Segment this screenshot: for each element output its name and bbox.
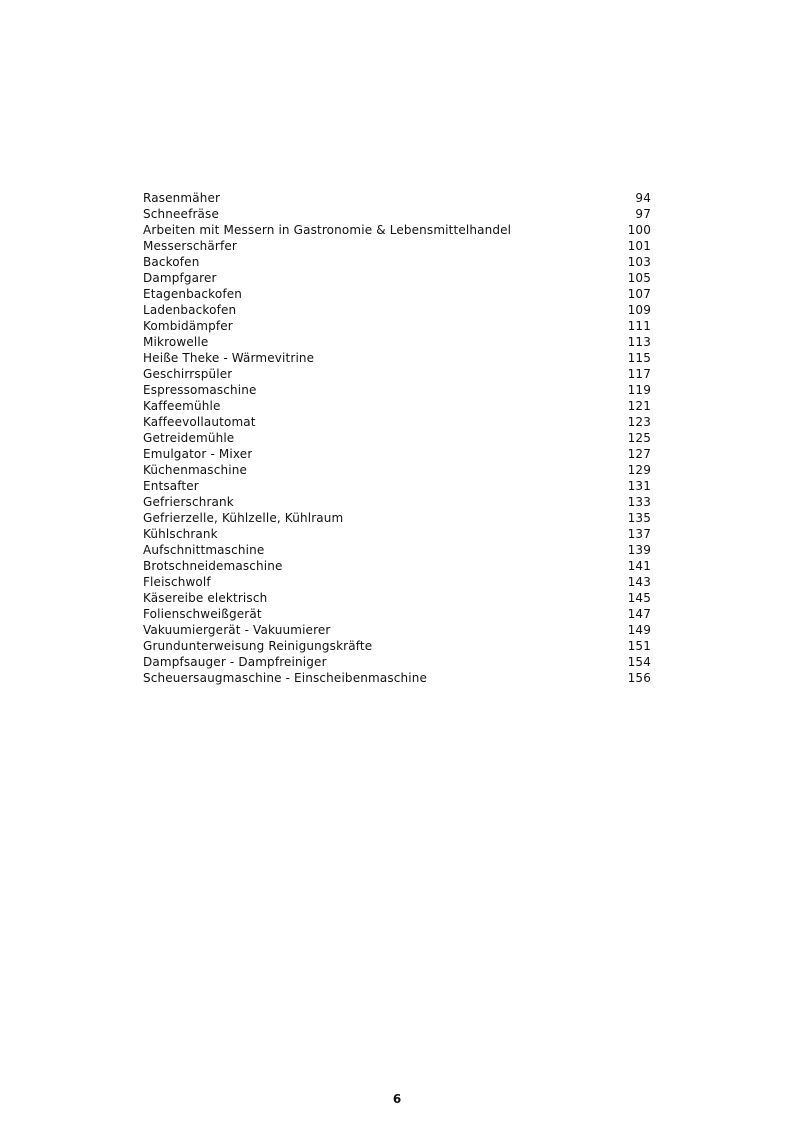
toc-entry xyxy=(143,254,651,270)
toc-entry-title: Käsereibe elektrisch xyxy=(143,591,268,605)
toc-entry xyxy=(143,622,651,638)
toc-entry-page: 94 xyxy=(635,191,651,205)
toc-entry xyxy=(143,302,651,318)
toc-entry-page: 135 xyxy=(627,511,651,525)
toc-entry-page: 123 xyxy=(627,415,651,429)
toc-entry-page: 103 xyxy=(627,255,651,269)
table-of-contents xyxy=(143,190,651,686)
toc-entry-title: Küchenmaschine xyxy=(143,463,247,477)
page-number: 6 xyxy=(392,1092,402,1106)
toc-entry xyxy=(143,222,651,238)
toc-entry-page: 117 xyxy=(627,367,651,381)
toc-entry xyxy=(143,542,651,558)
toc-entry xyxy=(143,414,651,430)
toc-entry-title: Ladenbackofen xyxy=(143,303,237,317)
toc-entry xyxy=(143,590,651,606)
toc-entry-title: Getreidemühle xyxy=(143,431,235,445)
toc-entry-page: 97 xyxy=(635,207,651,221)
toc-entry xyxy=(143,206,651,222)
toc-entry xyxy=(143,574,651,590)
toc-entry xyxy=(143,238,651,254)
toc-entry xyxy=(143,190,651,206)
toc-entry-title: Espressomaschine xyxy=(143,383,257,397)
toc-entry-page: 107 xyxy=(627,287,651,301)
toc-entry-page: 131 xyxy=(627,479,651,493)
toc-entry-page: 151 xyxy=(627,639,651,653)
toc-entry xyxy=(143,430,651,446)
toc-entry xyxy=(143,494,651,510)
toc-entry xyxy=(143,558,651,574)
toc-entry-title: Entsafter xyxy=(143,479,199,493)
toc-entry-page: 111 xyxy=(627,319,651,333)
toc-entry xyxy=(143,382,651,398)
toc-entry-page: 119 xyxy=(627,383,651,397)
toc-entry-page: 133 xyxy=(627,495,651,509)
toc-entry-page: 129 xyxy=(627,463,651,477)
toc-entry xyxy=(143,350,651,366)
toc-entry xyxy=(143,670,651,686)
toc-entry-page: 154 xyxy=(627,655,651,669)
toc-entry-title: Geschirrspüler xyxy=(143,367,233,381)
toc-entry-page: 115 xyxy=(627,351,651,365)
toc-entry-page: 121 xyxy=(627,399,651,413)
toc-entry-title: Backofen xyxy=(143,255,200,269)
toc-entry xyxy=(143,638,651,654)
toc-entry-title: Kombidämpfer xyxy=(143,319,233,333)
toc-entry xyxy=(143,462,651,478)
toc-entry-title: Scheuersaugmaschine - Einscheibenmaschine xyxy=(143,671,428,685)
toc-entry-page: 137 xyxy=(627,527,651,541)
toc-entry xyxy=(143,270,651,286)
toc-entry-title: Arbeiten mit Messern in Gastronomie & Lebensmittelhandel xyxy=(143,223,512,237)
toc-entry xyxy=(143,446,651,462)
toc-entry-title: Gefrierschrank xyxy=(143,495,234,509)
toc-entry-title: Schneefräse xyxy=(143,207,219,221)
toc-entry-page: 156 xyxy=(627,671,651,685)
toc-entry-page: 101 xyxy=(627,239,651,253)
toc-entry xyxy=(143,318,651,334)
toc-entry xyxy=(143,398,651,414)
toc-entry-page: 127 xyxy=(627,447,651,461)
toc-entry-title: Dampfsauger - Dampfreiniger xyxy=(143,655,327,669)
toc-entry-title: Rasenmäher xyxy=(143,191,221,205)
toc-entry-page: 149 xyxy=(627,623,651,637)
toc-entry-title: Vakuumiergerät - Vakuumierer xyxy=(143,623,331,637)
toc-entry-page: 113 xyxy=(627,335,651,349)
toc-entry-title: Heiße Theke - Wärmevitrine xyxy=(143,351,315,365)
toc-entry-page: 125 xyxy=(627,431,651,445)
toc-entry xyxy=(143,606,651,622)
toc-entry-page: 109 xyxy=(627,303,651,317)
toc-entry-page: 147 xyxy=(627,607,651,621)
toc-entry xyxy=(143,510,651,526)
toc-entry-page: 100 xyxy=(627,223,651,237)
toc-entry-title: Dampfgarer xyxy=(143,271,217,285)
toc-entry xyxy=(143,478,651,494)
toc-entry-title: Etagenbackofen xyxy=(143,287,242,301)
toc-entry-title: Folienschweißgerät xyxy=(143,607,262,621)
toc-entry-title: Gefrierzelle, Kühlzelle, Kühlraum xyxy=(143,511,344,525)
toc-entry-page: 141 xyxy=(627,559,651,573)
toc-entry-title: Grundunterweisung Reinigungskräfte xyxy=(143,639,373,653)
toc-entry xyxy=(143,654,651,670)
toc-entry-title: Aufschnittmaschine xyxy=(143,543,265,557)
toc-entry xyxy=(143,334,651,350)
toc-entry-page: 145 xyxy=(627,591,651,605)
toc-entry-title: Kaffeevollautomat xyxy=(143,415,256,429)
toc-entry-title: Brotschneidemaschine xyxy=(143,559,283,573)
toc-entry-title: Messerschärfer xyxy=(143,239,237,253)
toc-entry xyxy=(143,526,651,542)
toc-entry xyxy=(143,366,651,382)
toc-entry-page: 105 xyxy=(627,271,651,285)
toc-entry-title: Kühlschrank xyxy=(143,527,218,541)
toc-entry-title: Fleischwolf xyxy=(143,575,211,589)
toc-entry-title: Kaffeemühle xyxy=(143,399,221,413)
toc-entry-title: Mikrowelle xyxy=(143,335,209,349)
toc-entry xyxy=(143,286,651,302)
toc-entry-title: Emulgator - Mixer xyxy=(143,447,253,461)
toc-entry-page: 143 xyxy=(627,575,651,589)
toc-entry-page: 139 xyxy=(627,543,651,557)
